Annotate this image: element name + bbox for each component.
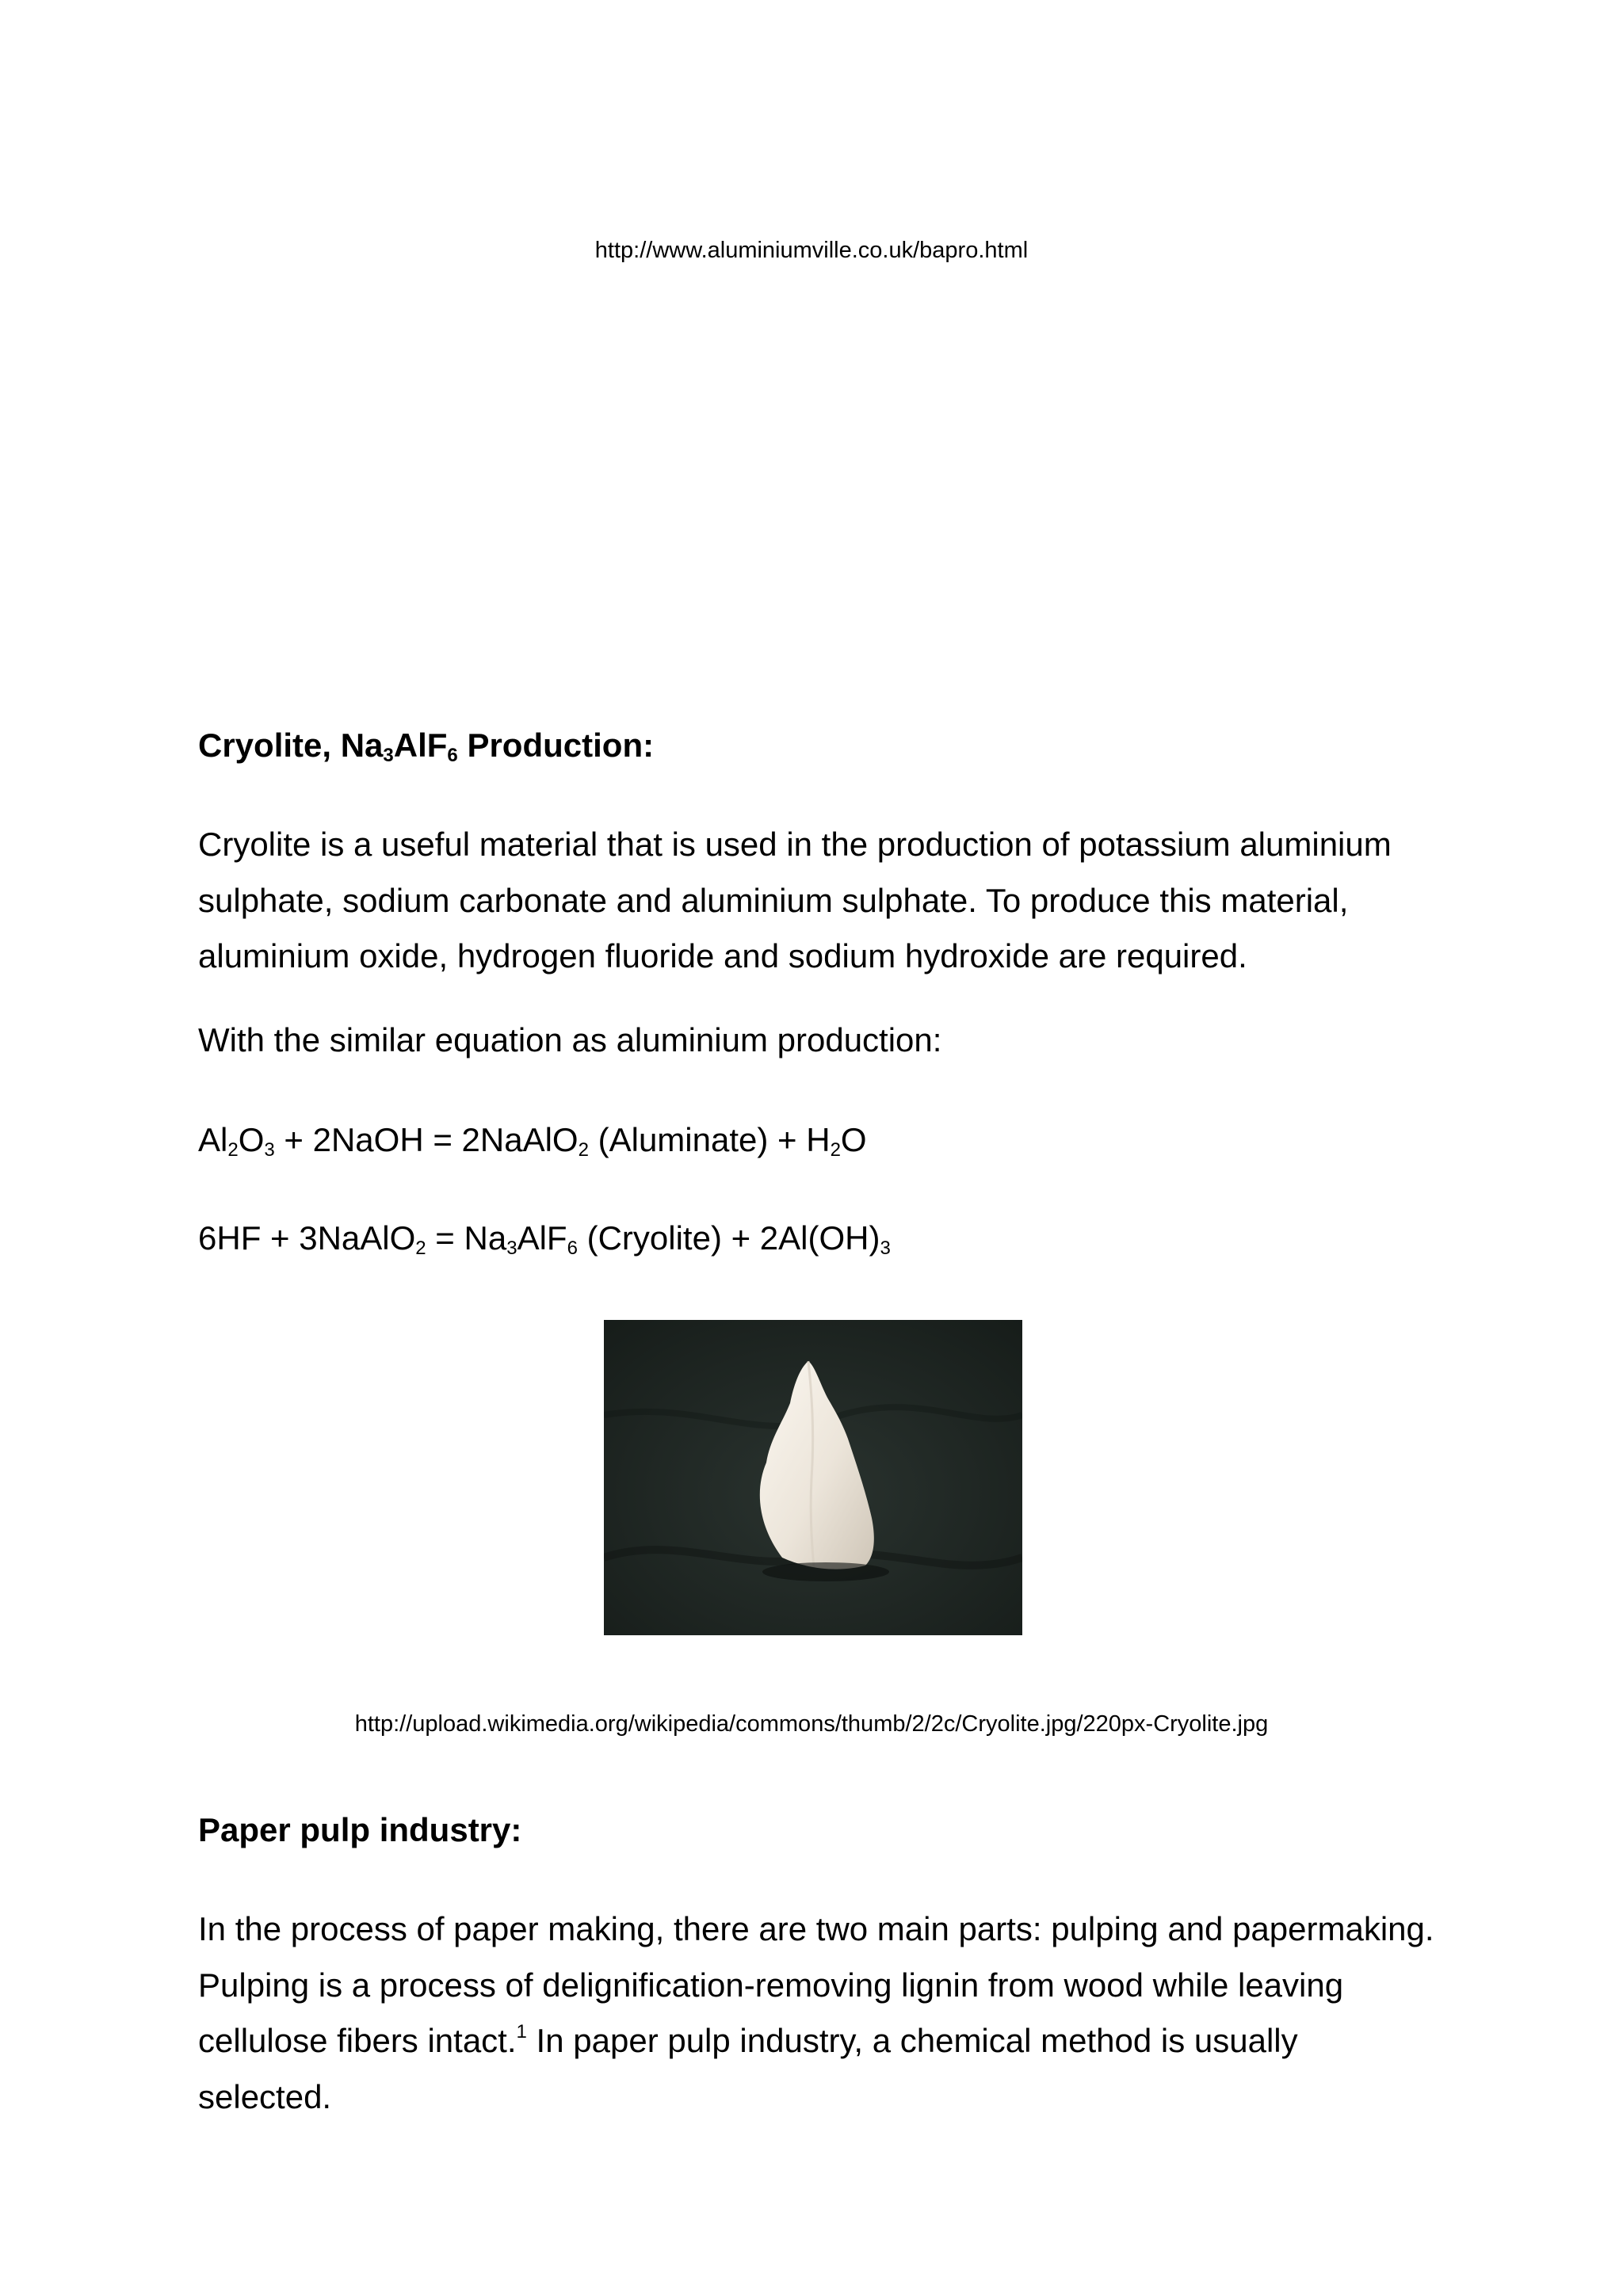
equation-intro: With the similar equation as aluminium production: (198, 1021, 942, 1058)
footnote-marker[interactable]: 1 (516, 2021, 527, 2042)
cryolite-paragraph: Cryolite is a useful material that is used in the production of potassium aluminium sulphate, sodium carbonate and aluminium sulphate. To produce this material, aluminium oxide, hydrogen fluoride and sodium hydroxide are required. (198, 826, 1392, 974)
paper-pulp-heading: Paper pulp industry: (198, 1811, 522, 1848)
equation-aluminate: $Al_2O_3$ + 2NaOH = 2NaAlO$_2$ (Aluminate) + $H_2O$ (198, 1121, 867, 1161)
image-source-url: http://upload.wikimedia.org/wikipedia/commons/thumb/2/2c/Cryolite.jpg/220px-Cryolite.jpg (354, 1711, 1269, 1737)
paper-pulp-paragraph: In the process of paper making, there are two main parts: pulping and papermaking. Pulping is a process of delignification-removing lignin from wood while leaving cellulose fibers intact.$^1$ In paper pulp industry, a chemical method is usually selected. (198, 1910, 1434, 2115)
equation-cryolite: 6HF + 3NaAlO$_2$ = $Na_3AlF_6$ (Cryolite) + $2Al(OH)_3$ (198, 1219, 891, 1259)
cryolite-photo (604, 1320, 1022, 1635)
source-url-top: http://www.aluminiumville.co.uk/bapro.html (594, 238, 1029, 263)
cryolite-heading: Cryolite, $Na_3AlF_6$ Production: (198, 727, 655, 766)
